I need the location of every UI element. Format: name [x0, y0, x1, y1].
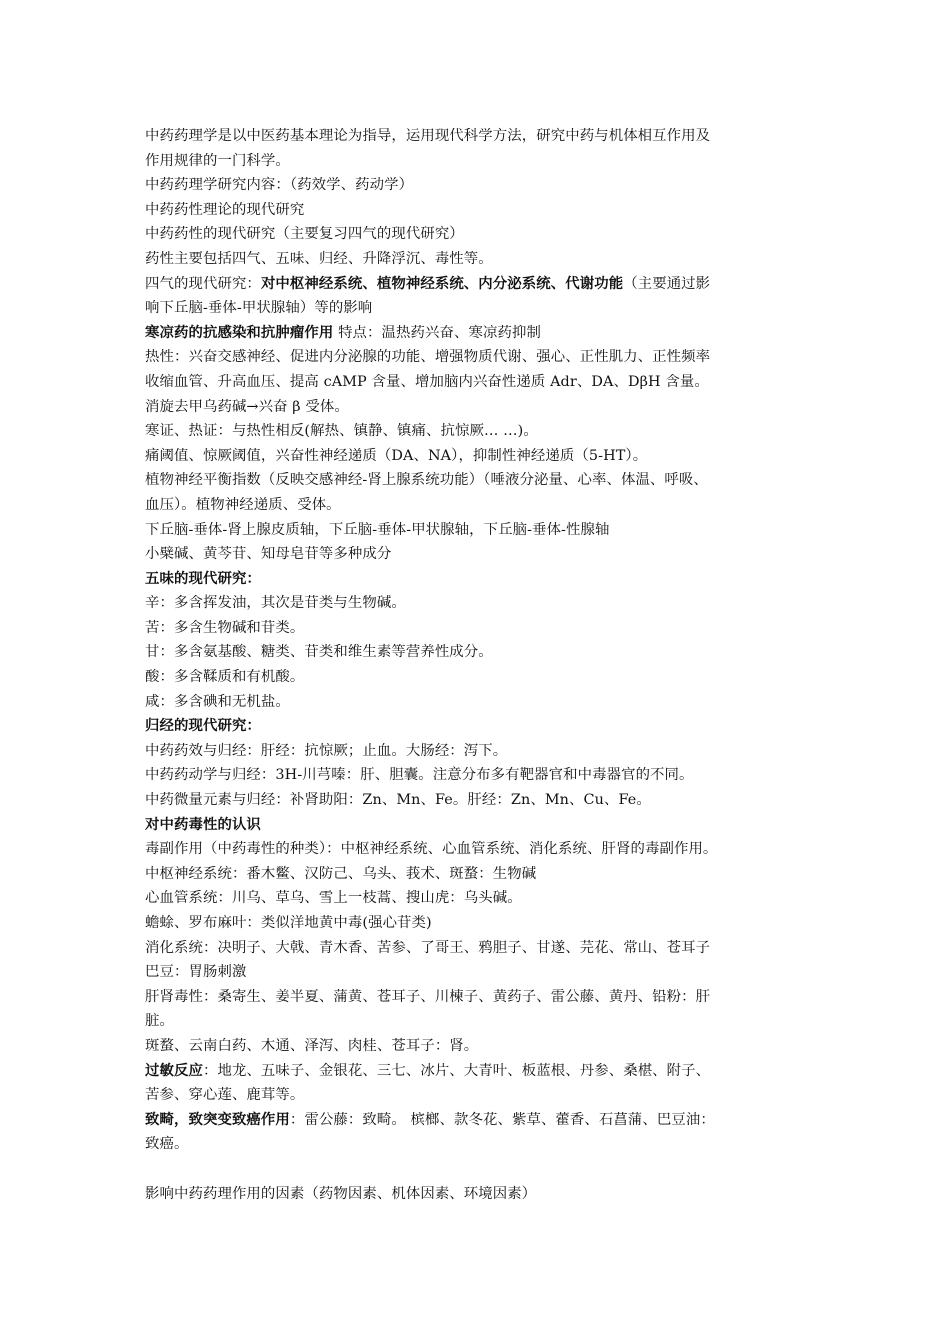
- four-qi-bold: 对中枢神经系统、植物神经系统、内分泌系统、代谢功能: [260, 274, 624, 292]
- flavor-item-pungent: 辛：多含挥发油，其次是苷类与生物碱。: [145, 595, 406, 612]
- toxicity-liver-kidney-line-1: 肝肾毒性：桑寄生、姜半夏、蒲黄、苍耳子、川楝子、黄药子、雷公藤、黄丹、铅粉：肝: [145, 988, 711, 1005]
- meridian-item-efficacy: 中药药效与归经：肝经：抗惊厥；止血。大肠经：泻下。: [145, 742, 508, 759]
- heat-line-1: 热性：兴奋交感神经、促进内分泌腺的功能、增强物质代谢、强心、正性肌力、正性频率: [145, 349, 711, 366]
- meridian-item-trace-elements: 中药微量元素与归经：补肾助阳：Zn、Mn、Fe。肝经：Zn、Mn、Cu、Fe。: [145, 792, 651, 809]
- property-includes: 药性主要包括四气、五味、归经、升降浮沉、毒性等。: [145, 250, 493, 267]
- allergy-rest: ：地龙、五味子、金银花、三七、冰片、大青叶、板蓝根、丹参、桑椹、附子、: [202, 1062, 711, 1079]
- cold-cool-line: [145, 321, 813, 346]
- teratogenic-label: 致畸，致突变致癌作用: [145, 1110, 290, 1128]
- toxicity-cardio: 心血管系统：川乌、草乌、雪上一枝蒿、搜山虎：乌头碱。: [145, 890, 522, 907]
- four-qi-rest: （主要通过影: [623, 275, 711, 292]
- toxicity-digestive-line-1: 消化系统：决明子、大戟、青木香、苦参、了哥王、鸦胆子、甘遂、芫花、常山、苍耳子: [145, 939, 711, 956]
- teratogenic-rest: ：雷公藤：致畸。 槟榔、款冬花、紫草、藿香、石菖蒲、巴豆油：: [289, 1111, 715, 1128]
- toxicity-liver-kidney-line-2: 脏。: [145, 1013, 174, 1030]
- cold-cool-rest: 特点：温热药兴奋、寒凉药抑制: [333, 324, 541, 341]
- factors-line: 影响中药药理作用的因素（药物因素、机体因素、环境因素）: [145, 1185, 537, 1202]
- four-qi-line-2: 响下丘脑-垂体-甲状腺轴）等的影响: [145, 300, 373, 317]
- four-qi-line-1: [145, 272, 813, 297]
- toxicity-kidney: 斑蝥、云南白药、木通、泽泻、肉桂、苍耳子：肾。: [145, 1037, 479, 1054]
- autonomic-line-1: 植物神经平衡指数（反映交感神经-肾上腺系统功能）（唾液分泌量、心率、体温、呼吸、: [145, 472, 708, 489]
- five-flavors-heading: 五味的现代研究：: [145, 569, 261, 587]
- teratogenic-line-1: [145, 1108, 813, 1133]
- allergy-label: 过敏反应: [145, 1061, 203, 1079]
- meridian-heading: 归经的现代研究：: [145, 717, 261, 735]
- toxicity-cns: 中枢神经系统：番木鳖、汉防己、乌头、莪术、斑蝥：生物碱: [145, 865, 537, 882]
- pain-threshold-line: 痛阈值、惊厥阈值，兴奋性神经递质（DA、NA），抑制性神经递质（5-HT）。: [145, 447, 648, 464]
- flavor-item-salty: 咸：多含碘和无机盐。: [145, 693, 290, 710]
- flavor-item-sweet: 甘：多含氨基酸、糖类、苷类和维生素等营养性成分。: [145, 644, 493, 661]
- intro-line-1: 中药药理学是以中医药基本理论为指导，运用现代科学方法，研究中药与机体相互作用及: [145, 128, 711, 144]
- four-qi-label: 四气的现代研究：: [145, 275, 261, 292]
- cold-syndrome-line: 寒证、热证：与热性相反(解热、镇静、镇痛、抗惊厥… …)。: [145, 423, 538, 440]
- toxicity-digestive-line-2: 巴豆：胃肠刺激: [145, 964, 247, 981]
- allergy-line-1: [145, 1059, 813, 1084]
- meridian-item-pharmacokinetics: 中药药动学与归经：3H-川芎嗪：肝、胆囊。注意分布多有靶器官和中毒器官的不同。: [145, 767, 694, 784]
- axes-line: 下丘脑-垂体-肾上腺皮质轴，下丘脑-垂体-甲状腺轴，下丘脑-垂体-性腺轴: [145, 521, 610, 538]
- intro-line-2: 作用规律的一门科学。: [145, 152, 290, 169]
- heat-line-2: 收缩血管、升高血压、提高 cAMP 含量、增加脑内兴奋性递质 Adr、DA、DβH 含量。: [145, 373, 709, 390]
- cold-cool-heading: 寒凉药的抗感染和抗肿瘤作用: [145, 323, 334, 341]
- toxicity-heading: 对中药毒性的认识: [145, 815, 261, 833]
- allergy-line-2: 苦参、穿心莲、鹿茸等。: [145, 1087, 305, 1104]
- levo-line: 消旋去甲乌药碱→兴奋 β 受体。: [145, 398, 349, 415]
- autonomic-line-2: 血压）。植物神经递质、受体。: [145, 496, 341, 513]
- flavor-item-bitter: 苦：多含生物碱和苷类。: [145, 619, 305, 636]
- toxicity-toad: 蟾蜍、罗布麻叶：类似洋地黄中毒(强心苷类): [145, 915, 432, 931]
- ingredients-line: 小檗碱、黄芩苷、知母皂苷等多种成分: [145, 546, 392, 563]
- research-content: 中药药理学研究内容：（药效学、药动学）: [145, 177, 414, 194]
- toxicity-side-effects: 毒副作用（中药毒性的种类）：中枢神经系统、心血管系统、消化系统、肝肾的毒副作用。: [145, 841, 718, 858]
- teratogenic-line-2: 致癌。: [145, 1136, 189, 1153]
- property-modern-heading: 中药药性的现代研究（主要复习四气的现代研究）: [145, 226, 464, 243]
- theory-modern-heading: 中药药性理论的现代研究: [145, 201, 305, 218]
- flavor-item-sour: 酸：多含鞣质和有机酸。: [145, 669, 305, 686]
- document-body: [145, 124, 813, 1206]
- blank-line: [145, 1157, 813, 1182]
